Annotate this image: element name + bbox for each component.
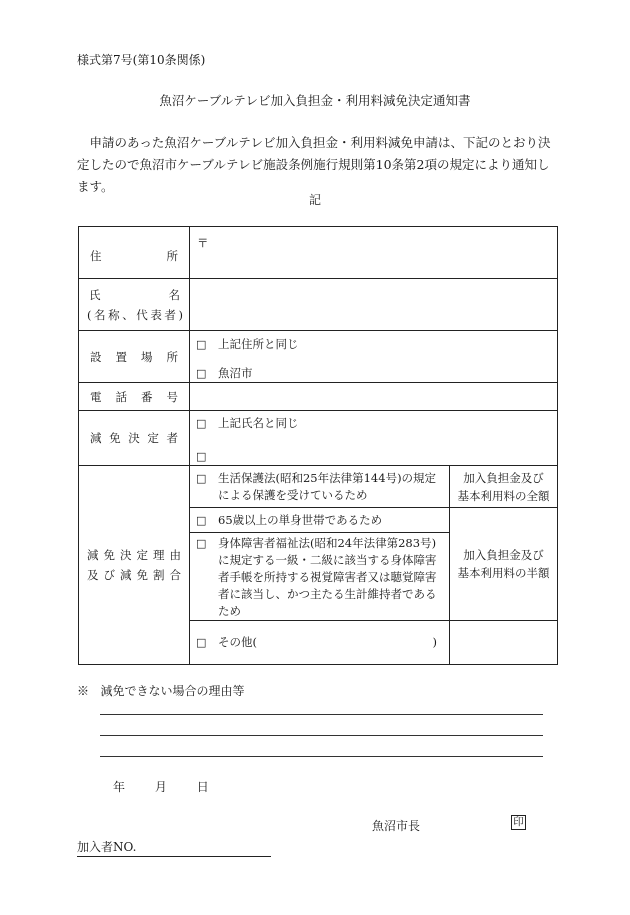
checkbox[interactable]: □ [196,338,207,351]
row-phone [79,383,558,411]
row-reason-1 [79,466,558,508]
decision-option-same[interactable]: □ 上記氏名と同じ [190,415,557,432]
checkbox[interactable]: □ [196,417,207,430]
decision-label: 減免決定者 [79,411,190,466]
reason-label [79,466,190,665]
reason-line-1[interactable] [100,714,543,715]
mayor-label: 魚沼市長 [372,819,421,833]
location-option-same[interactable]: □ 上記住所と同じ [190,336,557,353]
seal-mark: 印 [511,815,526,830]
rate-other[interactable] [450,621,558,665]
row-decision [79,411,558,466]
reason-line-2[interactable] [100,735,543,736]
checkbox[interactable]: □ [196,367,207,380]
member-number[interactable]: 加入者NO. [77,838,271,857]
date-field [113,778,235,795]
checkbox[interactable]: □ [196,472,207,485]
checkbox[interactable]: □ [196,513,207,527]
name-field[interactable] [190,279,558,331]
reason-disability-option[interactable]: □ 身体障害者福祉法(昭和24年法律第283号) に規定する一級・二級に該当する身体障害 者手帳を所持する視覚障害者又は聴覚障害 者に該当し、かつ主たる生計維持者である ため [190,535,449,620]
day-label: 日 [196,780,209,794]
phone-field[interactable] [190,383,558,411]
checkbox[interactable]: □ [196,636,207,649]
note-mark: ※ [77,684,90,698]
month-label: 月 [154,780,167,794]
address-label: 住所 [79,227,190,279]
name-label-main: 氏名 [89,287,180,302]
rate-half: 加入負担金及び 基本利用料の半額 [450,508,558,621]
location-label: 設置場所 [79,331,190,383]
reason-disability [190,533,450,621]
row-name [79,279,558,331]
document-title: 魚沼ケーブルテレビ加入負担金・利用料減免決定通知書 [159,93,471,108]
row-address [79,227,558,279]
location-field [190,331,558,383]
name-label [79,279,190,331]
reason-label-line2: 及び減免割合 [87,568,181,582]
location-option-uonuma[interactable]: □ 魚沼市 [190,365,557,382]
year-label: 年 [113,780,126,794]
name-label-sub: (名称、代表者) [87,307,183,322]
reason-other [190,621,450,665]
reason-elderly [190,508,450,533]
form-number: 様式第7号(第10条関係) [77,53,206,67]
row-location [79,331,558,383]
reason-other-option[interactable]: □ その他( ) [190,634,449,651]
reason-welfare-option[interactable]: □ 生活保護法(昭和25年法律第144号)の規定 による保護を受けているため [190,470,449,504]
ki-heading: 記 [308,193,321,207]
reason-note: ※ 減免できない場合の理由等 [77,684,245,698]
checkbox[interactable]: □ [196,537,207,550]
checkbox[interactable]: □ [196,450,207,463]
reason-welfare [190,466,450,508]
postal-mark: 〒 [197,236,209,250]
address-field[interactable] [190,227,558,279]
reason-label-line1: 減免決定理由 [87,548,181,562]
rate-full: 加入負担金及び 基本利用料の全額 [450,466,558,508]
phone-label: 電話番号 [79,383,190,411]
decision-field [190,411,558,466]
decision-option-other[interactable] [190,448,557,465]
reason-elderly-option[interactable]: □ 65歳以上の単身世帯であるため [190,512,449,529]
reason-line-3[interactable] [100,756,543,757]
notice-table [78,226,558,665]
notice-body: 申請のあった魚沼ケーブルテレビ加入負担金・利用料減免申請は、下記のとおり決定したので魚沼市ケーブルテレビ施設条例施行規則第10条第2項の規定により通知します。 [77,135,551,194]
